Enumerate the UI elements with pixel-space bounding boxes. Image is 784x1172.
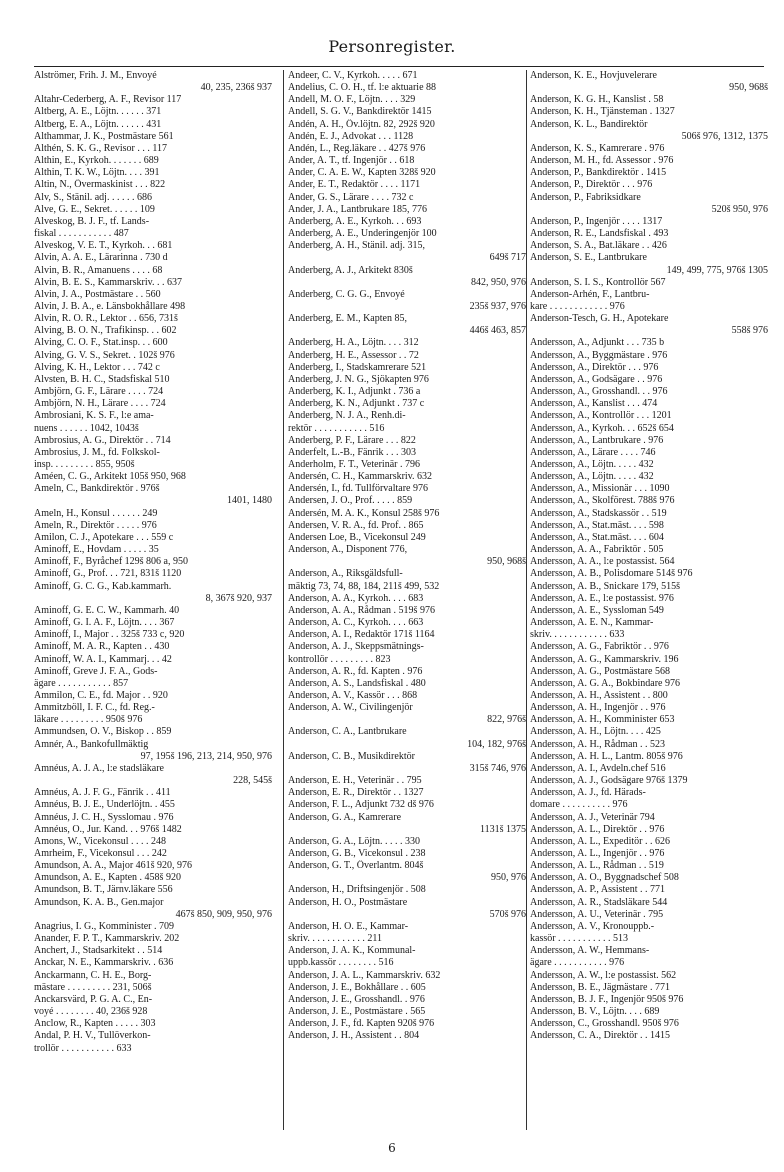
- register-entry: insp. . . . . . . . . 855, 950š: [34, 459, 135, 470]
- register-entry: Andersson, A. L., Expeditör . . 626: [530, 835, 670, 847]
- register-entry: Anderson, A. V., Kassör . . . 868: [288, 689, 418, 701]
- register-entry: 649š 717: [489, 252, 526, 264]
- register-entry: Anderberg, E. M., Kapten 85,: [288, 313, 407, 325]
- register-entry: Anderson, E. H., Veterinär . . 795: [288, 775, 422, 787]
- register-entry: Alvsten, B. H. C., Stadsfiskal 510: [34, 373, 170, 385]
- register-entry: Alveskog, B. J. F., tf. Lands-: [34, 215, 150, 227]
- register-entry: mäktig 73, 74, 88, 184, 211š 499, 532: [288, 580, 440, 592]
- register-entry: Anderholm, F. T., Veterinär . 796: [288, 459, 420, 470]
- register-entry: Anderson, G. A., Kamrerare: [288, 811, 402, 823]
- register-entry: Anderson, S. I. S., Kontrollör 567: [530, 276, 666, 288]
- register-entry: Andersson, A. G., Kammarskriv. 196: [530, 653, 679, 665]
- register-entry: Anderberg, C. G. G., Envoyé: [288, 288, 405, 300]
- register-entry: Aminoff, E., Hovdam . . . . . 35: [34, 544, 159, 556]
- register-entry: Andersson, A. H., Ingenjör . . 976: [530, 702, 666, 714]
- register-entry: Andersson, B. V., Löjtn. . . . 689: [530, 1006, 660, 1018]
- register-entry: Anderson, A., Disponent 776,: [288, 544, 408, 556]
- register-entry: Anderson, A., Riksgäldsfull-: [288, 568, 403, 580]
- register-entry: Anderson, J. A. K., Kommunal-: [288, 945, 416, 957]
- register-entry: Anderson, P., Fabriksidkare: [530, 191, 641, 203]
- register-entry: Aminoff, W. A. I., Kammarj. . . 42: [34, 653, 172, 665]
- register-entry: 520š 950, 976: [711, 203, 768, 215]
- register-entry: Andersén, I., fd. Tullförvaltare 976: [288, 483, 428, 495]
- register-entry: Andersson, C. A., Direktör . . 1415: [530, 1030, 670, 1042]
- register-entry: Améen, C. G., Arkitekt 105š 950, 968: [34, 471, 186, 483]
- register-entry: Andersson, A. E., Syssloman 549: [530, 604, 664, 616]
- register-entry: Anderson, A. A., Rådman . 519š 976: [288, 604, 435, 616]
- register-entry: Andersson, B. J. F., Ingenjör 950š 976: [530, 993, 684, 1005]
- register-column-2: [288, 70, 526, 1043]
- register-entry: Alvin, R. O. R., Lektor . . 656, 731š: [34, 313, 178, 325]
- register-entry: Andersson, A. U., Veterinär . 795: [530, 908, 664, 920]
- register-entry: Anderberg, A. H., Stänil. adj. 315,: [288, 240, 426, 252]
- register-entry: Amnér, A., Bankofullmäktig: [34, 738, 149, 750]
- register-entry: Andersson, A. H., Rådman . . 523: [530, 738, 665, 750]
- register-entry: Andell, M. O. F., Löjtn. . . . 329: [288, 94, 416, 106]
- register-entry: Anderson, F. L., Adjunkt 732 dš 976: [288, 799, 434, 811]
- register-entry: Ammundsen, O. V., Biskop . . 859: [34, 726, 172, 738]
- register-entry: Andersson, A. L., Direktör . . 976: [530, 823, 665, 835]
- register-entry: Alving, G. V. S., Sekret. . 102š 976: [34, 349, 175, 361]
- register-entry: Andersson, A. J., Godsägare 976š 1379: [530, 775, 688, 787]
- register-entry: Anderson, J. A. L., Kammarskriv. 632: [288, 969, 441, 981]
- register-entry: Andersson, A. G. A., Bokbindare 976: [530, 677, 680, 689]
- register-entry: Amnéus, B. J. E., Underlöjtn. . 455: [34, 799, 175, 811]
- register-entry: Amnéus, J. C. H., Sysslomau . 976: [34, 811, 174, 823]
- register-entry: Anderson, P., Direktör . . . 976: [530, 179, 653, 191]
- register-entry: Andersson, A. O., Byggnadschef 508: [530, 872, 679, 884]
- register-column-3: [530, 70, 768, 1043]
- register-entry: Anderberg, I., Stadskamrerare 521: [288, 361, 427, 373]
- register-entry: Anderson, K. L., Bandirektör: [530, 118, 648, 130]
- register-entry: Anderson, C. B., Musikdirektör: [288, 750, 415, 762]
- register-entry: Amundson, A. A., Major 461š 920, 976: [34, 860, 193, 872]
- register-entry: domare . . . . . . . . . . 976: [530, 799, 628, 811]
- register-entry: 950, 968š: [729, 82, 768, 94]
- register-entry: Ander, E. T., Redaktör . . . . 1171: [288, 179, 421, 191]
- register-entry: Andersson, A., Skolförest. 788š 976: [530, 495, 675, 507]
- register-entry: Anderberg, H. E., Assessor . . 72: [288, 349, 419, 361]
- register-entry: Ammitzböll, I. F. C., fd. Reg.-: [34, 702, 155, 714]
- register-entry: Althin, T. K. W., Löjtn. . . . 391: [34, 167, 160, 179]
- register-entry: Anderson, A. S., Landsfiskal . 480: [288, 677, 426, 689]
- register-entry: Andersson, A. W., Hemmans-: [530, 945, 650, 957]
- register-entry: 8, 367š 920, 937: [205, 592, 272, 604]
- register-entry: 1401, 1480: [227, 495, 272, 507]
- register-entry: Anderson, A. A., Kyrkoh. . . . 683: [288, 592, 424, 604]
- register-entry: Alving, C. O. F., Stat.insp. . . 600: [34, 337, 168, 349]
- register-entry: Andersson, A. H., Assistent . . 800: [530, 689, 668, 701]
- register-entry: Andersén, M. A. K., Konsul 258š 976: [288, 507, 440, 519]
- register-entry: Anderson, R. E., Landsfiskal . 493: [530, 228, 669, 240]
- register-entry: Anderson, K. G. H., Kanslist . 58: [530, 94, 664, 106]
- register-entry: Althén, S. K. G., Revisor . . . 117: [34, 142, 167, 154]
- register-entry: Andersson, A., Lantbrukare . 976: [530, 434, 664, 446]
- register-entry: Anderson, H. O. E., Kammar-: [288, 920, 409, 932]
- register-entry: Anderson, A. W., Civilingenjör: [288, 702, 413, 714]
- register-entry: Amnéus, O., Jur. Kand. . . 976š 1482: [34, 823, 182, 835]
- register-entry: Amundson, A. E., Kapten . 458š 920: [34, 872, 181, 884]
- register-entry: Anderson, C. A., Lantbrukare: [288, 726, 407, 738]
- register-entry: kare . . . . . . . . . . . . 976: [530, 300, 625, 312]
- register-entry: Andersson, A., Löjtn. . . . . 432: [530, 459, 654, 470]
- register-entry: 822, 976š: [487, 714, 526, 726]
- register-entry: Anckarmann, C. H. E., Borg-: [34, 969, 152, 981]
- register-entry: Andén, A. H., Öv.löjtn. 82, 292š 920: [288, 118, 435, 130]
- register-entry: Aminoff, Greve J. F. A., Gods-: [34, 665, 158, 677]
- register-entry: Andersson, A., Godsägare . . 976: [530, 373, 663, 385]
- register-entry: Ambrosius, A. G., Direktör . . 714: [34, 434, 171, 446]
- register-entry: Andersson, A. J., Veterinär 794: [530, 811, 655, 823]
- register-entry: Andersson, A. L., Ingenjör . . 976: [530, 848, 665, 859]
- register-entry: Andersson, A. H., Löjtn. . . . 425: [530, 726, 661, 738]
- register-entry: Andersen, J. O., Prof. . . . . 859: [288, 495, 413, 507]
- register-entry: kontrollör . . . . . . . . . 823: [288, 653, 391, 665]
- register-entry: Alving, K. H., Lektor . . . 742 c: [34, 361, 160, 373]
- register-entry: Andersson, A., Lärare . . . . 746: [530, 446, 656, 458]
- register-entry: 228, 545š: [233, 775, 272, 787]
- register-entry: Andersson, A. A., l:e postassist. 564: [530, 556, 675, 568]
- register-entry: Anderson, G. T., Överlantm. 804š: [288, 860, 424, 872]
- register-entry: Aminoff, G. E. C. W., Kammarh. 40: [34, 604, 180, 616]
- register-entry: nuens . . . . . . 1042, 1043š: [34, 422, 139, 434]
- register-entry: Anderberg, A. E., Underingenjör 100: [288, 228, 437, 240]
- register-entry: Anderson, J. E., Grosshandl. . 976: [288, 993, 425, 1005]
- register-entry: Amundson, B. T., Järnv.läkare 556: [34, 884, 173, 896]
- register-entry: ägare . . . . . . . . . . . 976: [530, 957, 625, 969]
- register-entry: Andersén, C. H., Kammarskriv. 632: [288, 471, 433, 483]
- register-entry: Alve, G. E., Sekret. . . . . . 109: [34, 203, 155, 215]
- register-entry: Andersson, A., Byggmästare . 976: [530, 349, 668, 361]
- register-entry: Andersson, A. L., Rådman . . 519: [530, 860, 664, 872]
- register-entry: Alveskog, V. E. T., Kyrkoh. . . 681: [34, 240, 173, 252]
- register-entry: Andén, E. J., Advokat . . . 1128: [288, 130, 414, 142]
- register-entry: Andeer, C. V., Kyrkoh. . . . . 671: [288, 70, 418, 81]
- register-entry: Anderson, S. A., Bat.läkare . . 426: [530, 240, 667, 252]
- register-entry: Anckar, N. E., Kammarskriv. . 636: [34, 957, 174, 969]
- register-entry: Andersson, A. W., l:e postassist. 562: [530, 969, 677, 981]
- register-entry: Alvin, B. E. S., Kammarskriv. . . 637: [34, 276, 182, 288]
- register-entry: Andersson, B. E., Jägmästare . 771: [530, 981, 670, 993]
- register-entry: 1131š 1375: [479, 823, 526, 835]
- register-entry: Altberg, E. A., Löjtn. . . . . . 431: [34, 118, 162, 130]
- register-entry: Aminoff, G., Prof. . . 721, 831š 1120: [34, 568, 182, 580]
- header-rule: [34, 66, 764, 67]
- register-entry: Anderson, E. R., Direktör . . 1327: [288, 787, 424, 799]
- register-entry: Anderson, A. C., Kyrkoh. . . . 663: [288, 617, 424, 629]
- register-entry: Althammar, J. K., Postmästare 561: [34, 130, 174, 142]
- register-entry: Aminoff, F., Byråchef 129š 806 a, 950: [34, 556, 188, 568]
- register-entry: Amundson, K. A. B., Gen.major: [34, 896, 164, 908]
- register-entry: 570š 976: [489, 908, 526, 920]
- register-entry: Andersson, A. B., Snickare 179, 515š: [530, 580, 680, 592]
- page-number: 6: [388, 1141, 396, 1155]
- register-entry: Andersson, A. G., Fabriktör . . 976: [530, 641, 669, 653]
- register-entry: Amnéus, A. J. F. G., Fänrik . . 411: [34, 787, 171, 799]
- register-entry: trollör . . . . . . . . . . . 633: [34, 1042, 132, 1054]
- register-entry: Ambrosiani, K. S. F., l:e ama-: [34, 410, 154, 422]
- register-entry: 558š 976: [731, 325, 768, 337]
- register-entry: Andersen Loe, B., Vicekonsul 249: [288, 531, 426, 543]
- register-entry: Anderson, J. H., Assistent . . 804: [288, 1030, 420, 1042]
- register-entry: Ambjörn, G. F., Lärare . . . . 724: [34, 386, 164, 398]
- register-entry: Ambjörn, N. H., Lärare . . . . 724: [34, 398, 166, 410]
- page-title: Personregister.: [328, 37, 456, 56]
- register-entry: Anderson, G. B., Vicekonsul . 238: [288, 848, 426, 859]
- register-entry: 950, 976: [491, 872, 526, 884]
- column-divider-2: [526, 70, 527, 1130]
- register-entry: skriv. . . . . . . . . . . . 633: [530, 629, 625, 641]
- column-divider-1: [283, 70, 284, 1130]
- register-entry: Aminoff, I., Major . . 325š 733 c, 920: [34, 629, 185, 641]
- register-entry: Anderberg, H. A., Löjtn. . . . 312: [288, 337, 419, 349]
- register-entry: Andersson, A., Direktör . . . 976: [530, 361, 659, 373]
- register-entry: Alvin, A. A. E., Lärarinna . 730 d: [34, 252, 168, 264]
- register-entry: 506š 976, 1312, 1375: [681, 130, 768, 142]
- register-entry: Andén, L., Reg.läkare . . 427š 976: [288, 142, 426, 154]
- register-entry: Andersson, A. H. L., Lantm. 805š 976: [530, 750, 683, 762]
- register-entry: Andelius, C. O. H., tf. l:e aktuarie 88: [288, 82, 437, 94]
- register-entry: Andersson, A., Grosshandl. . . 976: [530, 386, 668, 398]
- register-entry: Anderberg, K. N., Adjunkt . 737 c: [288, 398, 425, 410]
- register-entry: voyé . . . . . . . . 40, 236š 928: [34, 1006, 148, 1018]
- register-entry: 149, 499, 775, 976š 1305: [666, 264, 768, 276]
- register-entry: Andersson, A. E. N., Kammar-: [530, 617, 654, 629]
- register-entry: rektör . . . . . . . . . . . 516: [288, 422, 385, 434]
- register-entry: Andersson, A., Kyrkoh. . . 652š 654: [530, 422, 674, 434]
- register-entry: Aminoff, G. I. A. F., Löjtn. . . . 367: [34, 617, 175, 629]
- register-entry: Andersson, A., Adjunkt . . . 735 b: [530, 337, 665, 349]
- register-entry: Aminoff, G. C. G., Kab.kammarh.: [34, 580, 172, 592]
- register-entry: Andersson, A., Stadskassör . . 519: [530, 507, 667, 519]
- register-entry: Alving, B. O. N., Trafikinsp. . . 602: [34, 325, 177, 337]
- register-entry: Andersson, A. H., Komminister 653: [530, 714, 675, 726]
- register-entry: Ander, G. S., Lärare . . . . 732 c: [288, 191, 414, 203]
- register-entry: Andersson, A., Stat.mäst. . . . 598: [530, 519, 664, 531]
- register-entry: Alströmer, Frih. J. M., Envoyé: [34, 70, 157, 81]
- register-entry: Ameln, R., Direktör . . . . . 976: [34, 519, 157, 531]
- register-column-1: [34, 70, 272, 1055]
- register-entry: Ammilon, C. E., fd. Major . . 920: [34, 689, 168, 701]
- register-entry: Anderson, S. E., Lantbrukare: [530, 252, 647, 264]
- register-entry: Anderberg, K. I., Adjunkt . 736 a: [288, 386, 421, 398]
- register-entry: Anclow, R., Kapten . . . . . 303: [34, 1018, 156, 1030]
- register-entry: Andersson, A. G., Postmästare 568: [530, 665, 670, 677]
- register-entry: Anderson, J. F., fd. Kapten 920š 976: [288, 1018, 435, 1030]
- register-entry: Ander, A. T., tf. Ingenjör . . 618: [288, 155, 415, 167]
- register-entry: Anderson-Tesch, G. H., Apotekare: [530, 313, 669, 325]
- register-entry: 235š 937, 976: [469, 300, 526, 312]
- register-entry: Anderson, J. E., Postmästare . 565: [288, 1006, 426, 1018]
- register-entry: Anderson, A. I., Redaktör 171š 1164: [288, 629, 435, 641]
- register-entry: skriv. . . . . . . . . . . . 211: [288, 933, 382, 945]
- register-entry: Andell, S. G. V., Bankdirektör 1415: [288, 106, 432, 118]
- register-entry: 40, 235, 236š 937: [200, 82, 272, 94]
- register-entry: Andersson, A., Stat.mäst. . . . 604: [530, 531, 664, 543]
- register-entry: Alv, S., Stänil. adj. . . . . . 686: [34, 191, 152, 203]
- register-entry: Anderson, A. J., Skeppsmätnings-: [288, 641, 424, 653]
- register-entry: Andersson, A., Löjtn. . . . . 432: [530, 471, 654, 483]
- register-entry: Andersson, A. P., Assistent . . 771: [530, 884, 666, 896]
- register-entry: Alvin, J. B. A., e. Länsbokhållare 498: [34, 300, 186, 312]
- register-entry: Altberg, A. E., Löjtn. . . . . . 371: [34, 106, 162, 118]
- register-entry: uppb.kassör . . . . . . . . 516: [288, 957, 394, 969]
- register-entry: Ameln, C., Bankdirektör . 976š: [34, 483, 160, 495]
- register-entry: Andersson, A. R., Stadsläkare 544: [530, 896, 668, 908]
- register-entry: Andersson, A., Kontrollör . . . 1201: [530, 410, 672, 422]
- register-entry: Amrheim, F., Vicekonsul . . . 242: [34, 848, 167, 859]
- register-entry: Anderberg, J. N. G., Sjökapten 976: [288, 373, 429, 385]
- register-entry: Anderson, K. S., Kamrerare . 976: [530, 142, 665, 154]
- register-entry: Ameln, H., Konsul . . . . . . 249: [34, 507, 158, 519]
- register-entry: Anderson-Arhén, F., Lantbru-: [530, 288, 650, 300]
- register-entry: Ambrosius, J. M., fd. Folkskol-: [34, 446, 160, 458]
- register-entry: Althin, E., Kyrkoh. . . . . . . 689: [34, 155, 159, 167]
- register-entry: Anchert, J., Stadsarkitekt . . 514: [34, 945, 163, 957]
- register-entry: fiskal . . . . . . . . . . . 487: [34, 228, 129, 240]
- register-entry: Andersson, A. I., Avdeln.chef 516: [530, 762, 666, 774]
- register-entry: Andersson, A. J., fd. Härads-: [530, 787, 646, 799]
- register-entry: Andersson, A. E., l:e postassist. 976: [530, 592, 674, 604]
- register-entry: Anderberg, A. E., Kyrkoh. . . 693: [288, 215, 422, 227]
- register-entry: Amilon, C. J., Apotekare . . . 559 c: [34, 531, 174, 543]
- register-entry: Anagrius, I. G., Komminister . 709: [34, 920, 174, 932]
- register-entry: Anderson, K. E., Hovjuvelerare: [530, 70, 657, 81]
- register-entry: Andersson, A. V., Kronouppb.-: [530, 920, 655, 932]
- register-entry: Andersson, C., Grosshandl. 950š 976: [530, 1018, 679, 1030]
- register-entry: Anderson, J. E., Bokhållare . . 605: [288, 981, 426, 993]
- register-entry: 446š 463, 857: [469, 325, 526, 337]
- register-entry: Anderson, H. O., Postmästare: [288, 896, 408, 908]
- register-entry: Anderson, G. A., Löjtn. . . . . 330: [288, 835, 420, 847]
- register-entry: Alvin, J. A., Postmästare . . 560: [34, 288, 161, 300]
- register-entry: 842, 950, 976: [471, 276, 526, 288]
- register-entry: Andersson, A. A., Fabriktör . 505: [530, 544, 664, 556]
- register-entry: Anderson, A. R., fd. Kapten . 976: [288, 665, 423, 677]
- register-entry: Ander, J. A., Lantbrukare 185, 776: [288, 203, 428, 215]
- register-entry: Anderberg, P. F., Lärare . . . 822: [288, 434, 416, 446]
- register-entry: Anderson, K. H., Tjänsteman . 1327: [530, 106, 675, 118]
- register-entry: Anderson, P., Bankdirektör . 1415: [530, 167, 667, 179]
- register-entry: Amnéus, A. J. A., l:e stadsläkare: [34, 762, 164, 774]
- register-entry: 104, 182, 976š: [467, 738, 526, 750]
- register-entry: Anderson, H., Driftsingenjör . 508: [288, 884, 426, 896]
- register-entry: Altahr-Cederberg, A. F., Revisor 117: [34, 94, 182, 106]
- register-entry: 467š 850, 909, 950, 976: [175, 908, 272, 920]
- register-entry: Anderfelt, L.-B., Fänrik . . . 303: [288, 446, 417, 458]
- register-entry: Andal, P. H. V., Tullöverkon-: [34, 1030, 151, 1042]
- register-entry: Andersen, V. R. A., fd. Prof. . 865: [288, 519, 424, 531]
- register-entry: Alvin, B. R., Amanuens . . . . 68: [34, 264, 163, 276]
- register-entry: läkare . . . . . . . . . 950š 976: [34, 714, 143, 726]
- register-entry: 97, 195š 196, 213, 214, 950, 976: [140, 750, 272, 762]
- register-entry: kassör . . . . . . . . . . . 513: [530, 933, 629, 945]
- register-entry: Anderson, P., Ingenjör . . . . 1317: [530, 215, 663, 227]
- register-entry: Andersson, A. B., Polisdomare 514š 976: [530, 568, 693, 580]
- register-entry: Aminoff, M. A. R., Kapten . . 430: [34, 641, 170, 653]
- register-entry: Ander, C. A. E. W., Kapten 328š 920: [288, 167, 436, 179]
- register-entry: Anckarsvärd, P. G. A. C., En-: [34, 993, 153, 1005]
- register-entry: ägare . . . . . . . . . . . 857: [34, 677, 129, 689]
- register-entry: Altin, N., Övermaskinist . . . 822: [34, 179, 166, 191]
- register-entry: Anderberg, A. J., Arkitekt 830š: [288, 264, 413, 276]
- register-entry: Andersson, A., Missionär . . . 1090: [530, 483, 670, 495]
- register-entry: mästare . . . . . . . . . 231, 506š: [34, 981, 152, 993]
- register-entry: Anderberg, N. J. A., Renh.di-: [288, 410, 406, 422]
- register-entry: 950, 968š: [487, 556, 526, 568]
- register-entry: 315š 746, 976: [469, 762, 526, 774]
- register-entry: Andersson, A., Kanslist . . . 474: [530, 398, 658, 410]
- register-entry: Anderson, M. H., fd. Assessor . 976: [530, 155, 674, 167]
- register-entry: Anander, F. P. T., Kammarskriv. 202: [34, 933, 180, 945]
- register-entry: Amons, W., Vicekonsul . . . . 248: [34, 835, 166, 847]
